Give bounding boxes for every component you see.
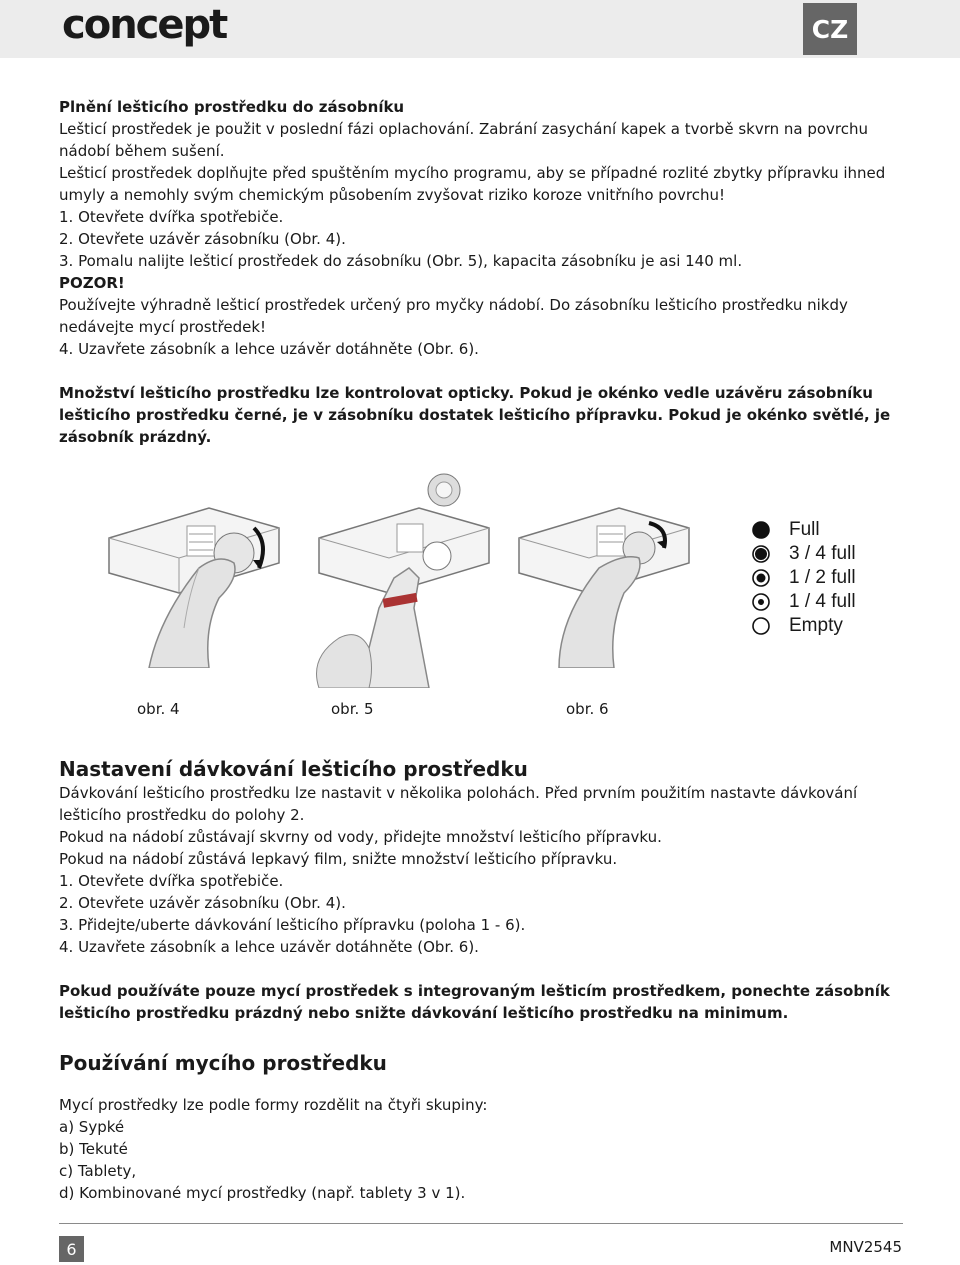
section-title-detergent: Používání mycího prostředku <box>59 1051 387 1075</box>
list-item: a) Sypké <box>59 1118 125 1136</box>
level-indicator-icon <box>751 520 771 540</box>
legend-label: Empty <box>789 615 843 636</box>
legend-row <box>751 566 856 590</box>
legend-row <box>751 590 856 614</box>
brand-logo: concept <box>62 2 227 48</box>
level-check-note: Množství lešticího prostředku lze kontrolovat opticky. Pokud je okénko vedle uzávěru zásobníku lešticího prostředku černé, je v zásobníku dostatek lešticího přípravku. Pokud je okénko světlé, je zásobník prázdný. <box>59 384 891 446</box>
page-content <box>59 96 909 1204</box>
figure-6-close-cap <box>499 468 699 668</box>
page-number: 6 <box>59 1236 84 1262</box>
list-item: b) Tekuté <box>59 1140 128 1158</box>
warning-label: POZOR! <box>59 274 125 292</box>
indicator-ring <box>753 522 769 538</box>
legend-label: 1 / 2 full <box>789 567 856 588</box>
level-indicator-icon <box>751 568 771 588</box>
figure-4-open-cap <box>89 468 289 668</box>
section-title-rinse-aid-filling: Plnění lešticího prostředku do zásobníku <box>59 98 405 116</box>
legend-label: 3 / 4 full <box>789 543 856 564</box>
step: 3. Přidejte/uberte dávkování lešticího přípravku (poloha 1 - 6). <box>59 916 526 934</box>
figure-captions <box>59 698 909 722</box>
paragraph: Pokud na nádobí zůstává lepkavý film, snižte množství lešticího přípravku. <box>59 850 618 868</box>
fill-level-legend <box>751 518 856 638</box>
section-title-dosage: Nastavení dávkování lešticího prostředku <box>59 757 528 781</box>
step: 2. Otevřete uzávěr zásobníku (Obr. 4). <box>59 894 346 912</box>
footer-divider <box>59 1223 903 1224</box>
caption-obr-5: obr. 5 <box>331 700 374 718</box>
legend-label: Full <box>789 519 820 540</box>
paragraph: Lešticí prostředek doplňujte před spuštěním mycího programu, aby se případné rozlité zbytky přípravku ihned umyly a nemohly svým chemickým působením zvyšovat riziko koroze vnitřního povrchu! <box>59 164 886 204</box>
paragraph: Dávkování lešticího prostředku lze nastavit v několika polohách. Před prvním použitím nastavte dávkování lešticího prostředku do polohy 2. <box>59 784 858 824</box>
caption-obr-4: obr. 4 <box>137 700 180 718</box>
paragraph: Mycí prostředky lze podle formy rozdělit na čtyři skupiny: <box>59 1096 488 1114</box>
indicator-ring <box>753 618 769 634</box>
legend-row <box>751 542 856 566</box>
model-number: MNV2545 <box>829 1238 902 1256</box>
warning-text: Používejte výhradně lešticí prostředek určený pro myčky nádobí. Do zásobníku lešticího prostředku nikdy nedávejte mycí prostředek! <box>59 296 848 336</box>
legend-label: 1 / 4 full <box>789 591 856 612</box>
level-indicator-icon <box>751 592 771 612</box>
indicator-fill <box>758 599 764 605</box>
level-indicator-icon <box>751 616 771 636</box>
list-item: c) Tablety, <box>59 1162 137 1180</box>
level-indicator-icon <box>751 544 771 564</box>
figure-row <box>59 468 909 698</box>
figure-5-pour <box>299 468 499 688</box>
integrated-rinse-note: Pokud používáte pouze mycí prostředek s integrovaným lešticím prostředkem, ponechte zásobník lešticího prostředku prázdný nebo snižte dávkování lešticího prostředku na minimum. <box>59 982 890 1022</box>
step: 1. Otevřete dvířka spotřebiče. <box>59 208 284 226</box>
step: 2. Otevřete uzávěr zásobníku (Obr. 4). <box>59 230 346 248</box>
list-item: d) Kombinované mycí prostředky (např. tablety 3 v 1). <box>59 1184 466 1202</box>
indicator-fill <box>755 548 767 560</box>
header-bar <box>0 0 960 58</box>
caption-obr-6: obr. 6 <box>566 700 609 718</box>
step: 1. Otevřete dvířka spotřebiče. <box>59 872 284 890</box>
paragraph: Pokud na nádobí zůstávají skvrny od vody, přidejte množství lešticího přípravku. <box>59 828 662 846</box>
step: 4. Uzavřete zásobník a lehce uzávěr dotáhněte (Obr. 6). <box>59 340 479 358</box>
indicator-fill <box>757 574 766 583</box>
language-badge: CZ <box>803 3 857 55</box>
paragraph: Lešticí prostředek je použit v poslední fázi oplachování. Zabrání zasychání kapek a tvorbě skvrn na povrchu nádobí během sušení. <box>59 120 869 160</box>
step: 3. Pomalu nalijte lešticí prostředek do zásobníku (Obr. 5), kapacita zásobníku je asi 140 ml. <box>59 252 743 270</box>
legend-row <box>751 518 856 542</box>
legend-row <box>751 614 856 638</box>
step: 4. Uzavřete zásobník a lehce uzávěr dotáhněte (Obr. 6). <box>59 938 479 956</box>
